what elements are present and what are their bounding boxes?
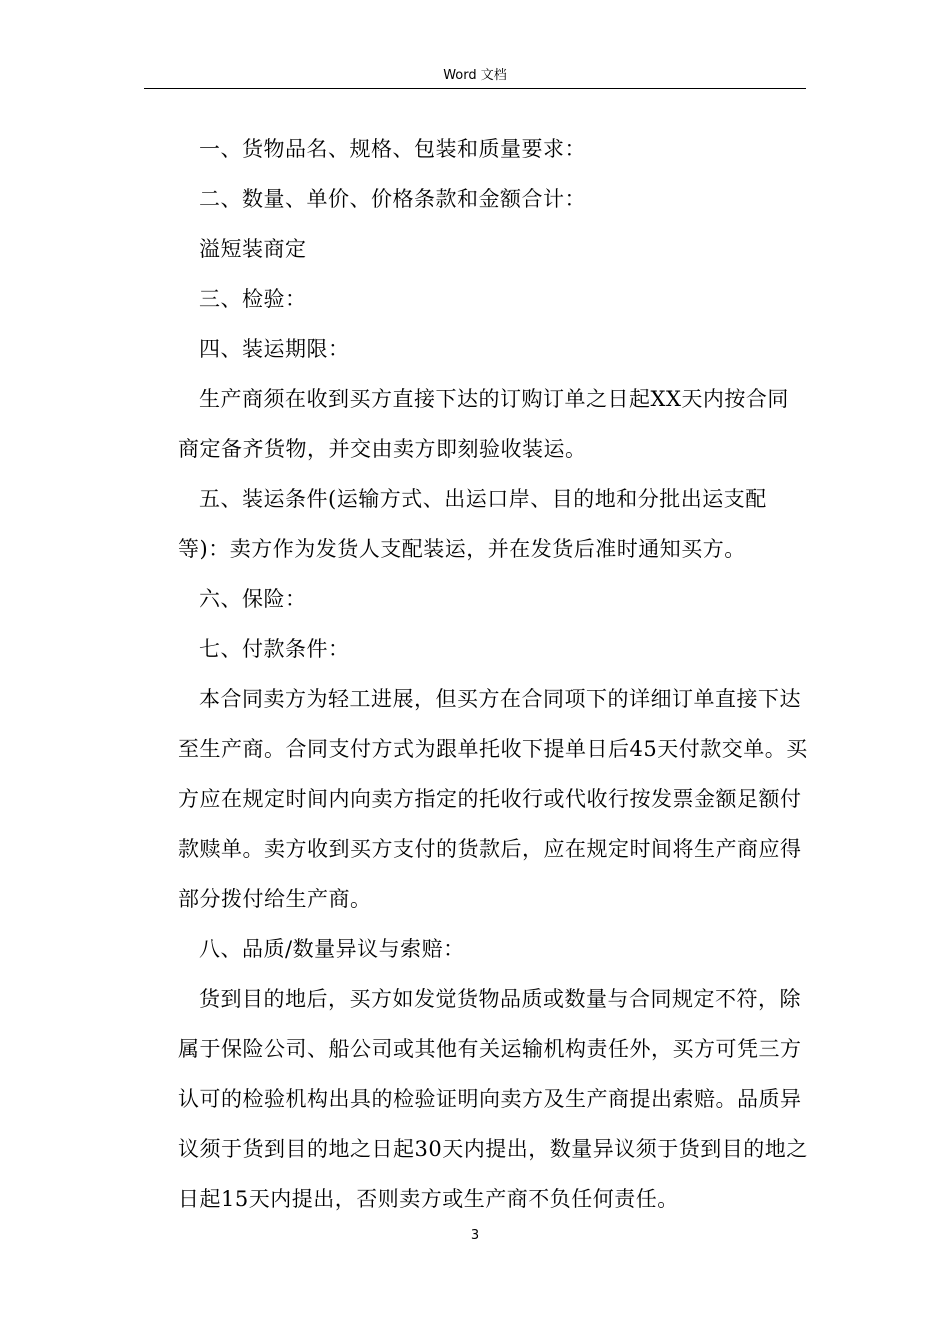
paragraph: 二、数量、单价、价格条款和金额合计： [199,187,586,211]
page-header: Word 文档 [144,66,806,89]
paragraph: 货到目的地后，买方如发觉货物品质或数量与合同规定不符，除属于保险公司、船公司或其他有关运输机构责任外，买方可凭三方认可的检验机构出具的检验证明向卖方及生产商提出索赔。品质异议须于货到目的地之日起30天内提出，数量异议须于货到目的地之日起15天内提出，否则卖方或生产商不负任何责任。 [178,987,808,1211]
paragraph: 本合同卖方为轻工进展，但买方在合同项下的详细订单直接下达至生产商。合同支付方式为跟单托收下提单日后45天付款交单。买方应在规定时间内向卖方指定的托收行或代收行按发票金额足额付款赎单。卖方收到买方支付的货款后，应在规定时间将生产商应得部分拨付给生产商。 [178,687,808,911]
document-body [178,124,808,1224]
paragraph: 生产商须在收到买方直接下达的订购订单之日起XX天内按合同商定备齐货物，并交由卖方即刻验收装运。 [178,387,789,461]
paragraph: 一、货物品名、规格、包装和质量要求： [199,137,586,161]
paragraph: 八、品质/数量异议与索赔： [199,937,465,961]
paragraph: 溢短装商定 [199,237,307,261]
paragraph: 三、检验： [199,287,307,311]
paragraph: 六、保险： [199,587,307,611]
paragraph: 四、装运期限： [199,337,350,361]
paragraph: 五、装运条件(运输方式、出运口岸、目的地和分批出运支配等)：卖方作为发货人支配装运，并在发货后准时通知买方。 [178,487,767,561]
paragraph: 七、付款条件： [199,637,350,661]
page-number: 3 [470,1228,480,1243]
